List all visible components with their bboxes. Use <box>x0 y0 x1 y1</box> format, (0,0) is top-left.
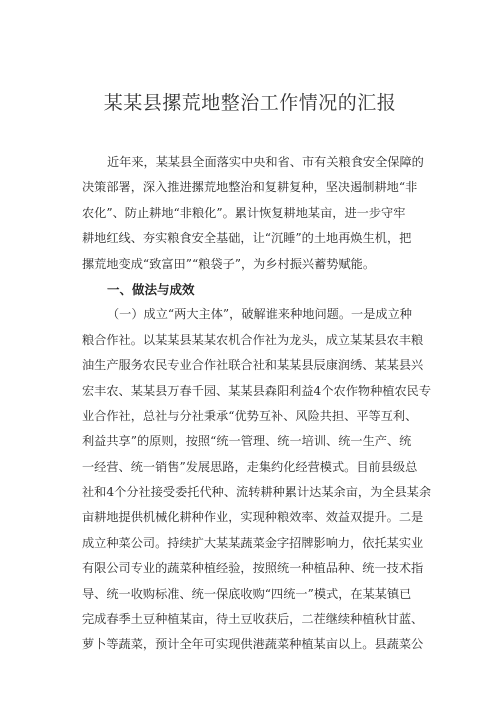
paragraph-line: 粮合作社。以某某县某某农机合作社为龙头，成立某某县农丰粮 <box>82 332 424 347</box>
paragraph-line: 利益共享”的原则，按照“统一管理、统一培训、统一生产、统 <box>82 434 412 449</box>
document-title: 某某县摞荒地整治工作情况的汇报 <box>103 92 397 114</box>
paragraph-line: 耕地红线、夯实粮食安全基础，让“沉睡”的土地再焕生机，把 <box>82 231 412 246</box>
paragraph-line: （一）成立“两大主体”，破解谁来种地问题。一是成立种 <box>107 307 412 322</box>
paragraph-line: 萝卜等蔬菜，预计全年可实现供港蔬菜种植某亩以上。县蔬菜公 <box>82 637 424 652</box>
paragraph-line: 业合作社，总社与分社秉承“优势互补、风险共担、平等互利、 <box>82 408 418 423</box>
paragraph-line: 完成春季土豆种植某亩，待土豆收获后，二茬继续种植秋甘蓝、 <box>82 612 424 627</box>
paragraph-line: 成立种菜公司。持续扩大某某蔬菜金字招牌影响力，依托某实业 <box>82 535 424 550</box>
paragraph-line: 宏丰农、某某县万春千园、某某县森阳利益4个农作物种植农民专 <box>82 383 432 398</box>
document-body <box>82 150 434 658</box>
paragraph-line: 近年来，某某县全面落实中央和省、市有关粮食安全保障的 <box>107 155 424 169</box>
paragraph-line: 一经营、统一销售”发展思路，走集约化经营模式。目前县级总 <box>82 459 418 474</box>
paragraph-line: 摞荒地变成“致富田”“粮袋子”，为乡村振兴蓄势赋能。 <box>82 256 376 271</box>
paragraph-line: 社和4个分社接受委托代种、流转耕种累计达某余亩，为全县某余 <box>82 485 432 500</box>
paragraph-line: 亩耕地提供机械化耕种作业，实现种粮效率、效益双提升。二是 <box>82 510 424 525</box>
paragraph-line: 导、统一收购标准、统一保底收购“四统一”模式，在某某镇已 <box>82 586 412 601</box>
section-heading: 一、做法与成效 <box>107 281 195 297</box>
paragraph-line: 农化”、防止耕地“非粮化”。累计恢复耕地某亩，进一步守牢 <box>82 205 406 220</box>
paragraph-line: 油生产服务农民专业合作社联合社和某某县辰康润绣、某某县兴 <box>82 358 424 373</box>
paragraph-line: 决策部署，深入推进摞荒地整治和复耕复种，坚决遏制耕地“非 <box>82 180 418 195</box>
paragraph-line: 有限公司专业的蔬菜种植经验，按照统一种植品种、统一技术指 <box>82 561 424 576</box>
